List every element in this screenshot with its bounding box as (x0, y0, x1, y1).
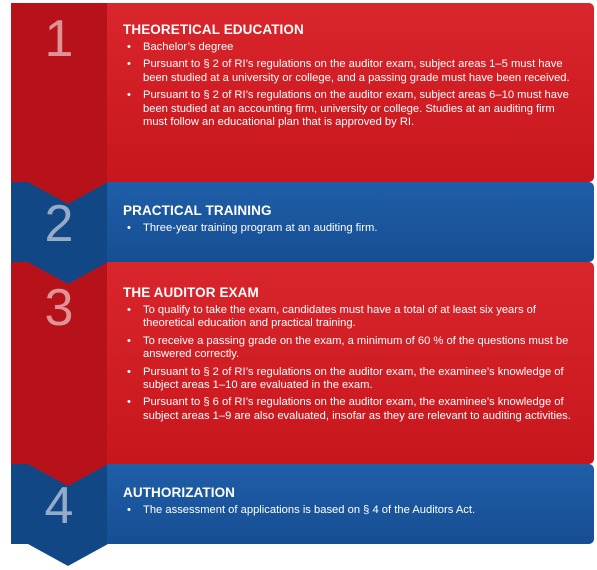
step-3-content (123, 284, 580, 427)
list-item: • To receive a passing grade on the exam, a minimum of 60 % of the questions must be answered correctly. (123, 335, 580, 362)
step-1-content (123, 21, 580, 133)
step-4-content (123, 484, 580, 521)
step-4-list (123, 504, 580, 517)
step-3-arrow (28, 464, 108, 486)
list-item: • The assessment of applications is based on § 4 of the Auditors Act. (123, 504, 580, 517)
step-1-list (123, 41, 580, 129)
step-3-panel (11, 262, 594, 464)
list-item: • Three-year training program at an auditing firm. (123, 222, 580, 235)
step-2-content (123, 202, 580, 239)
step-1-panel (11, 3, 594, 182)
step-2-title: PRACTICAL TRAINING (123, 203, 272, 218)
step-2-list (123, 222, 580, 235)
step-1-title: THEORETICAL EDUCATION (123, 22, 304, 37)
list-item: • Pursuant to § 2 of RI’s regulations on the auditor exam, the examinee’s knowledge of subject areas 1–10 are evaluated in the exam. (123, 366, 580, 393)
step-3-list (123, 304, 580, 423)
list-item: • Bachelor’s degree (123, 41, 580, 54)
step-2-number: 2 (44, 195, 74, 253)
step-3-number: 3 (44, 279, 74, 337)
step-4-title: AUTHORIZATION (123, 485, 236, 500)
step-3-title: THE AUDITOR EXAM (123, 285, 259, 300)
step-4-number: 4 (44, 477, 74, 535)
step-4-arrow (28, 544, 108, 566)
step-2-arrow (28, 262, 108, 284)
list-item: • To qualify to take the exam, candidates must have a total of at least six years of theoretical education and practical training. (123, 304, 580, 331)
list-item: • Pursuant to § 2 of RI’s regulations on the auditor exam, subject areas 1–5 must have been studied at a university or college, and a passing grade must have been received. (123, 58, 580, 85)
list-item: • Pursuant to § 6 of RI’s regulations on the auditor exam, the examinee’s knowledge of subject areas 1–9 are also evaluated, insofar as they are relevant to auditing activities. (123, 396, 580, 423)
step-1-arrow (28, 182, 108, 204)
step-1-number: 1 (44, 10, 74, 68)
list-item: • Pursuant to § 2 of RI’s regulations on the auditor exam, subject areas 6–10 must have been studied at an accounting firm, university or college. Studies at an auditing firm must follow an educational plan that is approved by RI. (123, 89, 580, 129)
